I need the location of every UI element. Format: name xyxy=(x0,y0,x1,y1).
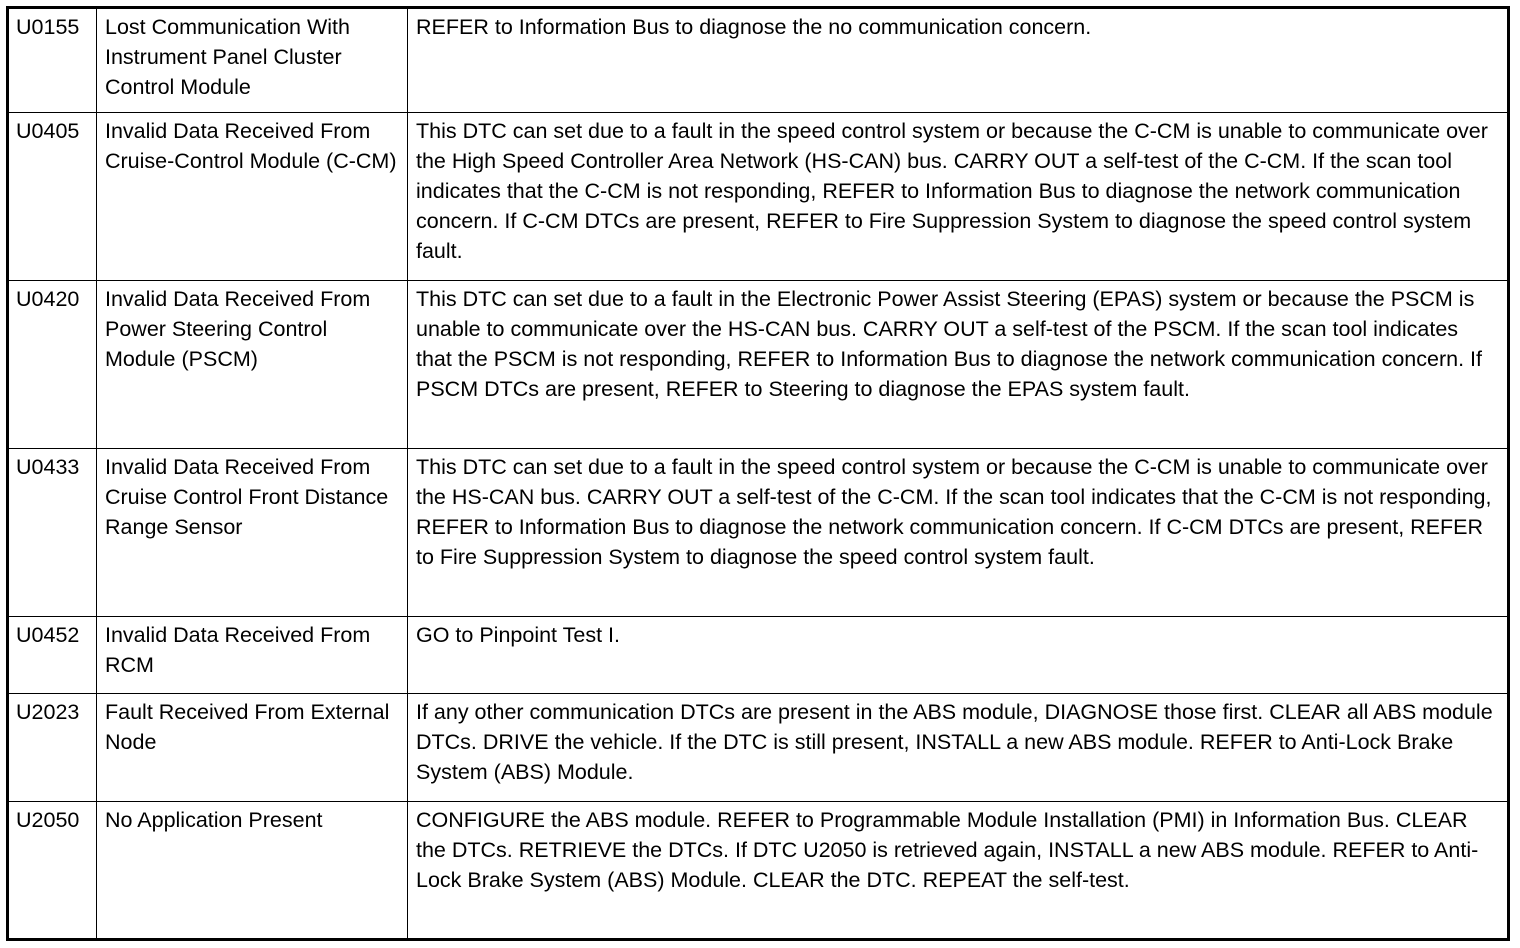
dtc-action: CONFIGURE the ABS module. REFER to Programmable Module Installation (PMI) in Information Bus. CLEAR the DTCs. RETRIEVE the DTCs. If DTC U2050 is retrieved again, INSTALL a new ABS module. REFER to Anti-Lock Brake System (ABS) Module. CLEAR the DTC. REPEAT the self-test. xyxy=(408,802,1509,940)
table-row xyxy=(8,449,1509,617)
dtc-action: REFER to Information Bus to diagnose the no communication concern. xyxy=(408,8,1509,113)
dtc-action: This DTC can set due to a fault in the Electronic Power Assist Steering (EPAS) system or because the PSCM is unable to communicate over the HS-CAN bus. CARRY OUT a self-test of the PSCM. If the scan tool indicates that the PSCM is not responding, REFER to Information Bus to diagnose the network communication concern. If PSCM DTCs are present, REFER to Steering to diagnose the EPAS system fault. xyxy=(408,281,1509,449)
dtc-action: If any other communication DTCs are present in the ABS module, DIAGNOSE those first. CLEAR all ABS module DTCs. DRIVE the vehicle. If the DTC is still present, INSTALL a new ABS module. REFER to Anti-Lock Brake System (ABS) Module. xyxy=(408,694,1509,802)
dtc-code: U0433 xyxy=(8,449,97,617)
dtc-description: Invalid Data Received From Power Steering Control Module (PSCM) xyxy=(97,281,408,449)
table-row xyxy=(8,281,1509,449)
dtc-code: U0452 xyxy=(8,617,97,694)
dtc-code: U0405 xyxy=(8,113,97,281)
dtc-description: Fault Received From External Node xyxy=(97,694,408,802)
dtc-code: U0155 xyxy=(8,8,97,113)
table-row xyxy=(8,694,1509,802)
dtc-table xyxy=(6,6,1510,941)
dtc-description: Invalid Data Received From RCM xyxy=(97,617,408,694)
dtc-code: U0420 xyxy=(8,281,97,449)
table-row xyxy=(8,617,1509,694)
dtc-description: Invalid Data Received From Cruise-Control Module (C-CM) xyxy=(97,113,408,281)
dtc-code: U2050 xyxy=(8,802,97,940)
table-row xyxy=(8,113,1509,281)
table-row xyxy=(8,8,1509,113)
dtc-description: Lost Communication With Instrument Panel Cluster Control Module xyxy=(97,8,408,113)
table-row xyxy=(8,802,1509,940)
dtc-description: No Application Present xyxy=(97,802,408,940)
dtc-description: Invalid Data Received From Cruise Control Front Distance Range Sensor xyxy=(97,449,408,617)
dtc-code: U2023 xyxy=(8,694,97,802)
dtc-action: This DTC can set due to a fault in the speed control system or because the C-CM is unable to communicate over the HS-CAN bus. CARRY OUT a self-test of the C-CM. If the scan tool indicates that the C-CM is not responding, REFER to Information Bus to diagnose the network communication concern. If C-CM DTCs are present, REFER to Fire Suppression System to diagnose the speed control system fault. xyxy=(408,449,1509,617)
dtc-action: This DTC can set due to a fault in the speed control system or because the C-CM is unable to communicate over the High Speed Controller Area Network (HS-CAN) bus. CARRY OUT a self-test of the C-CM. If the scan tool indicates that the C-CM is not responding, REFER to Information Bus to diagnose the network communication concern. If C-CM DTCs are present, REFER to Fire Suppression System to diagnose the speed control system fault. xyxy=(408,113,1509,281)
dtc-action: GO to Pinpoint Test I. xyxy=(408,617,1509,694)
